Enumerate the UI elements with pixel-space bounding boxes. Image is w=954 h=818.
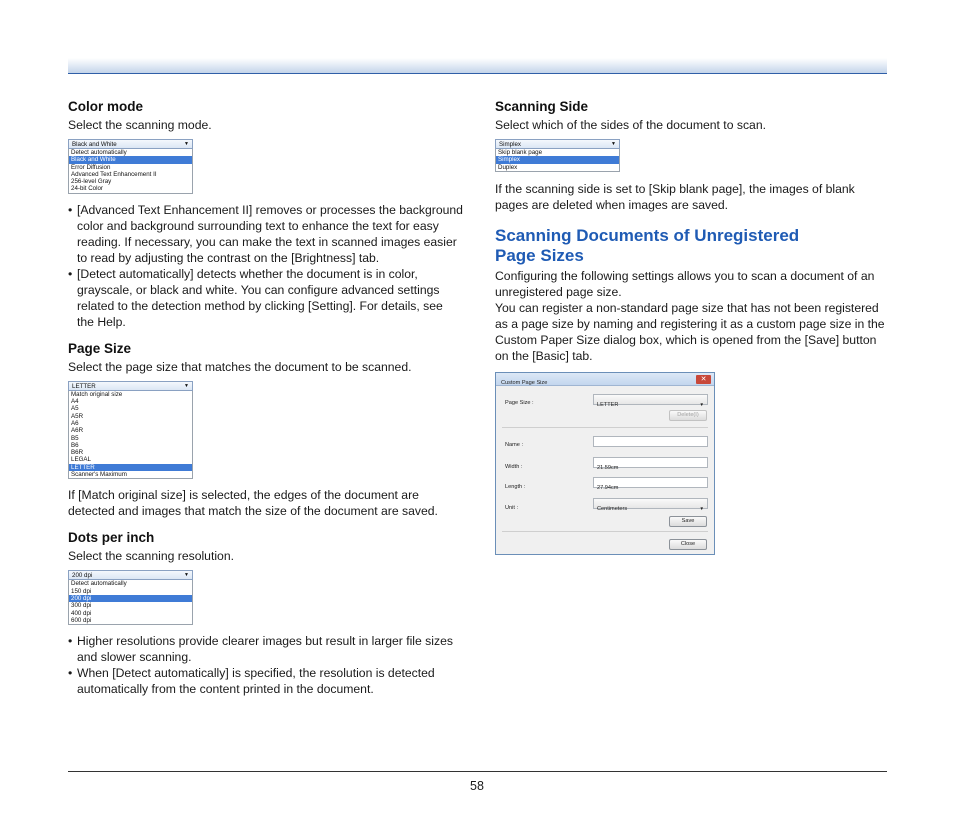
close-icon[interactable]: ✕ bbox=[696, 375, 711, 384]
chevron-down-icon: ▼ bbox=[184, 382, 189, 389]
dropdown-option[interactable]: 256-level Gray bbox=[71, 178, 112, 186]
section-title: Scanning Documents of Unregistered Page Sizes bbox=[495, 225, 800, 265]
dropdown-option[interactable]: B5 bbox=[71, 434, 79, 442]
dropdown-option[interactable]: 600 dpi bbox=[71, 616, 92, 624]
dropdown-option[interactable]: Scanner's Maximum bbox=[71, 471, 127, 479]
dropdown-option[interactable]: LEGAL bbox=[71, 456, 91, 464]
divider bbox=[502, 427, 708, 428]
dpi-description: Select the scanning resolution. bbox=[68, 549, 234, 564]
dropdown-list bbox=[68, 149, 193, 194]
dropdown-option[interactable]: Detect automatically bbox=[71, 580, 127, 588]
dropdown-option[interactable]: A5R bbox=[71, 412, 84, 420]
length-input[interactable]: 27.94cm bbox=[593, 477, 708, 488]
dropdown-option[interactable]: LETTER bbox=[69, 464, 192, 471]
chevron-down-icon: ▼ bbox=[611, 141, 616, 147]
dropdown-option[interactable]: 200 dpi bbox=[69, 595, 192, 602]
page-size-label: Page Size : bbox=[505, 399, 534, 406]
dropdown-option[interactable]: B6 bbox=[71, 441, 79, 449]
unit-select[interactable]: Centimeters ▼ bbox=[593, 498, 708, 509]
dpi-notes bbox=[68, 633, 463, 697]
color-mode-description: Select the scanning mode. bbox=[68, 118, 212, 132]
footer-rule bbox=[68, 771, 887, 772]
list-item: • Higher resolutions provide clearer images but result in larger file sizes and slower scanning. bbox=[68, 633, 463, 665]
color-mode-dropdown[interactable] bbox=[68, 139, 193, 194]
page-size-dropdown[interactable] bbox=[68, 381, 193, 480]
page-size-heading: Page Size bbox=[68, 340, 132, 356]
page-size-note: If [Match original size] is selected, the edges of the document are detected and images that match the size of the document are saved. bbox=[68, 488, 438, 519]
scanning-side-description: Select which of the sides of the document to scan. bbox=[495, 118, 766, 132]
color-mode-notes bbox=[68, 202, 463, 330]
page-size-description: Select the page size that matches the document to be scanned. bbox=[68, 359, 412, 374]
dropdown-option[interactable]: Detect automatically bbox=[71, 149, 127, 156]
header-bar bbox=[68, 58, 887, 74]
dropdown-selected[interactable]: Simplex ▼ bbox=[495, 139, 620, 149]
dialog-title: Custom Page Size bbox=[496, 373, 714, 386]
dropdown-option[interactable]: Error Diffusion bbox=[71, 163, 111, 171]
dropdown-list bbox=[68, 580, 193, 625]
dropdown-option[interactable]: 24-bit Color bbox=[71, 185, 103, 193]
dpi-heading: Dots per inch bbox=[68, 530, 155, 546]
dropdown-option[interactable]: 300 dpi bbox=[71, 602, 92, 610]
dropdown-option[interactable]: Advanced Text Enhancement II bbox=[71, 170, 157, 178]
unregistered-para-1: Configuring the following settings allows you to scan a document of an unregistered page size. bbox=[495, 268, 875, 299]
dropdown-option[interactable]: Simplex bbox=[496, 156, 619, 163]
dropdown-selected[interactable]: Black and White ▼ bbox=[68, 139, 193, 149]
dropdown-selected[interactable]: LETTER ▼ bbox=[68, 381, 193, 391]
scanning-side-heading: Scanning Side bbox=[495, 99, 589, 114]
width-input[interactable]: 21.59cm bbox=[593, 457, 708, 468]
chevron-down-icon: ▼ bbox=[699, 505, 704, 511]
custom-page-size-dialog bbox=[495, 372, 715, 555]
right-column bbox=[495, 98, 890, 555]
delete-button[interactable]: Delete(I) bbox=[669, 410, 707, 421]
unit-label: Unit : bbox=[505, 504, 519, 511]
dropdown-option[interactable]: Skip blank page bbox=[498, 149, 543, 156]
dropdown-option[interactable]: B6R bbox=[71, 449, 84, 457]
divider bbox=[502, 531, 708, 532]
dropdown-option[interactable]: A4 bbox=[71, 398, 79, 406]
page-size-select[interactable]: LETTER ▼ bbox=[593, 394, 708, 405]
dropdown-option[interactable]: Black and White bbox=[69, 156, 192, 163]
chevron-down-icon: ▼ bbox=[184, 572, 189, 579]
dropdown-list bbox=[495, 149, 620, 172]
length-label: Length : bbox=[505, 483, 526, 490]
scanning-side-dropdown[interactable] bbox=[495, 139, 620, 172]
color-mode-heading: Color mode bbox=[68, 99, 144, 114]
dropdown-list bbox=[68, 391, 193, 480]
chevron-down-icon: ▼ bbox=[184, 141, 189, 147]
list-item: • When [Detect automatically] is specified, the resolution is detected automatically from the content printed in the document. bbox=[68, 665, 463, 697]
close-button[interactable]: Close bbox=[669, 539, 707, 550]
left-column bbox=[68, 98, 463, 697]
dropdown-option[interactable]: 150 dpi bbox=[71, 587, 92, 595]
name-label: Name : bbox=[505, 441, 524, 448]
chevron-down-icon: ▼ bbox=[699, 401, 704, 407]
dropdown-option[interactable]: A5 bbox=[71, 405, 79, 413]
dropdown-option[interactable]: Match original size bbox=[71, 390, 123, 398]
dropdown-option[interactable]: A6 bbox=[71, 419, 79, 427]
unregistered-para-2: You can register a non-standard page size that has not been registered as a page size by naming and registering it as a custom page size in the Custom Paper Size dialog box, which is opened from the [Save] button on the [Basic] tab. bbox=[495, 300, 885, 363]
dropdown-option[interactable]: A6R bbox=[71, 427, 84, 435]
list-item: • [Advanced Text Enhancement II] removes or processes the background color and background surrounding text to enhance the text for easy reading. If necessary, you can make the text in scanned images easier to read by adjusting the contrast on the [Brightness] tab. bbox=[68, 202, 463, 266]
dropdown-selected[interactable]: 200 dpi ▼ bbox=[68, 570, 193, 580]
page-number: 58 bbox=[470, 779, 484, 793]
list-item: • [Detect automatically] detects whether the document is in color, grayscale, or black and white. You can configure advanced settings related to the detection method by clicking [Setting]. For details, see the Help. bbox=[68, 266, 463, 330]
dropdown-option[interactable]: Duplex bbox=[498, 163, 518, 171]
save-button[interactable]: Save bbox=[669, 516, 707, 527]
dpi-dropdown[interactable] bbox=[68, 570, 193, 625]
dropdown-option[interactable]: 400 dpi bbox=[71, 609, 92, 617]
scanning-side-note: If the scanning side is set to [Skip blank page], the images of blank pages are deleted when images are saved. bbox=[495, 181, 855, 212]
width-label: Width : bbox=[505, 463, 523, 470]
name-input[interactable] bbox=[593, 436, 708, 447]
